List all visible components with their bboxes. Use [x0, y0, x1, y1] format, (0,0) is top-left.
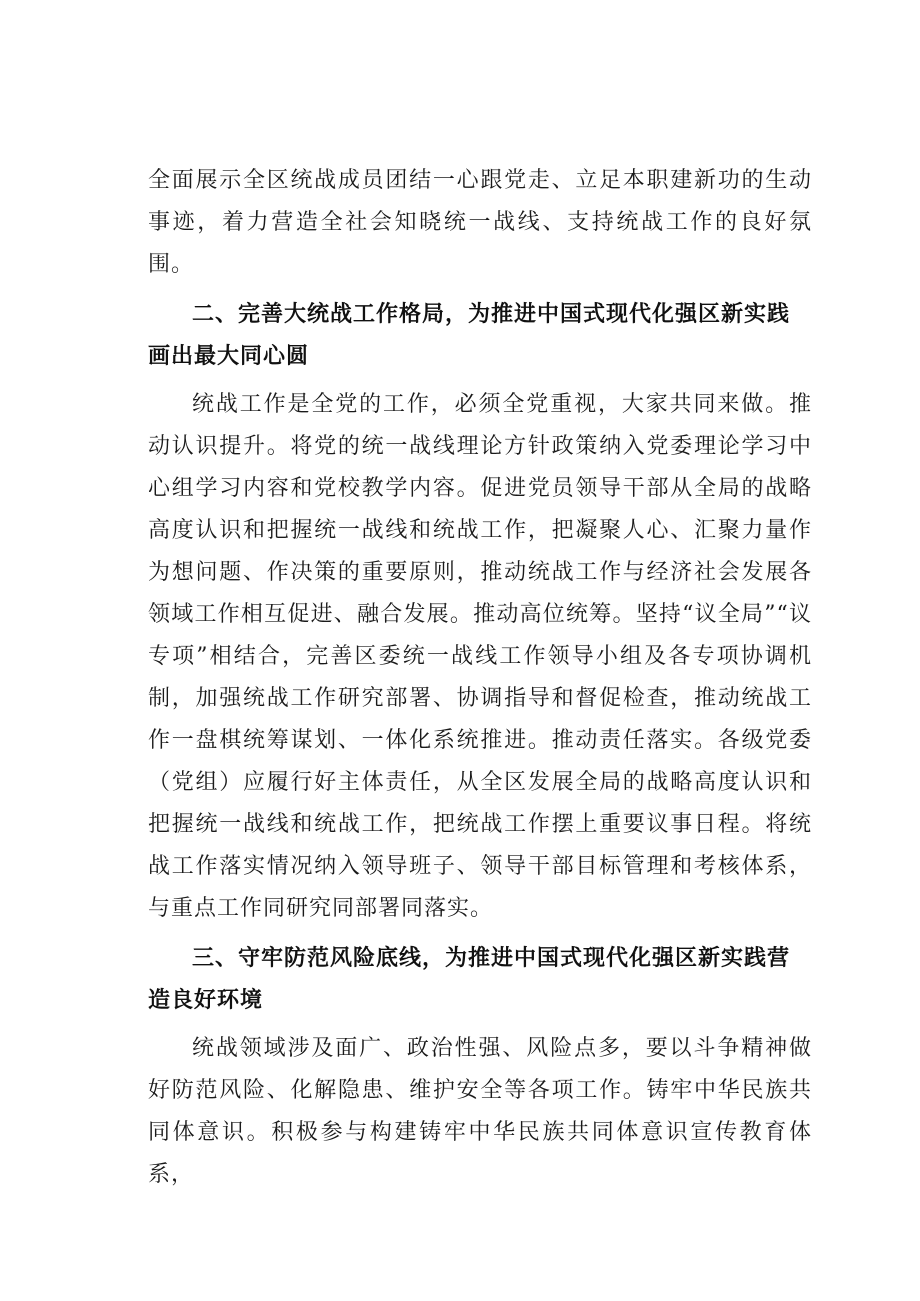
paragraph-section-2: 统战工作是全党的工作，必须全党重视，大家共同来做。推动认识提升。将党的统一战线理论方针政策纳入党委理论学习中心组学习内容和党校教学内容。促进党员领导干部从全局的战略高度认识和把握统一战线和统战工作，把凝聚人心、汇聚力量作为想问题、作决策的重要原则，推动统战工作与经济社会发展各领域工作相互促进、融合发展。推动高位统筹。坚持“议全局”“议专项”相结合，完善区委统一战线工作领导小组及各专项协调机制，加强统战工作研究部署、协调指导和督促检查，推动统战工作一盘棋统筹谋划、一体化系统推进。推动责任落实。各级党委（党组）应履行好主体责任，从全区发展全局的战略高度认识和把握统一战线和统战工作，把统战工作摆上重要议事日程。将统战工作落实情况纳入领导班子、领导干部目标管理和考核体系，与重点工作同研究同部署同落实。 [148, 392, 812, 921]
document-body [148, 160, 812, 1196]
paragraph-section-3: 统战领域涉及面广、政治性强、风险点多，要以斗争精神做好防范风险、化解隐患、维护安全等各项工作。铸牢中华民族共同体意识。积极参与构建铸牢中华民族共同体意识宣传教育体系， [148, 1036, 812, 1187]
paragraph-continuation: 全面展示全区统战成员团结一心跟党走、立足本职建新功的生动事迹，着力营造全社会知晓统一战线、支持统战工作的良好氛围。 [148, 168, 812, 277]
section-heading-3: 三、守牢防范风险底线，为推进中国式现代化强区新实践营造良好环境 [148, 946, 791, 1013]
section-heading-2: 二、完善大统战工作格局，为推进中国式现代化强区新实践画出最大同心圆 [148, 302, 791, 369]
